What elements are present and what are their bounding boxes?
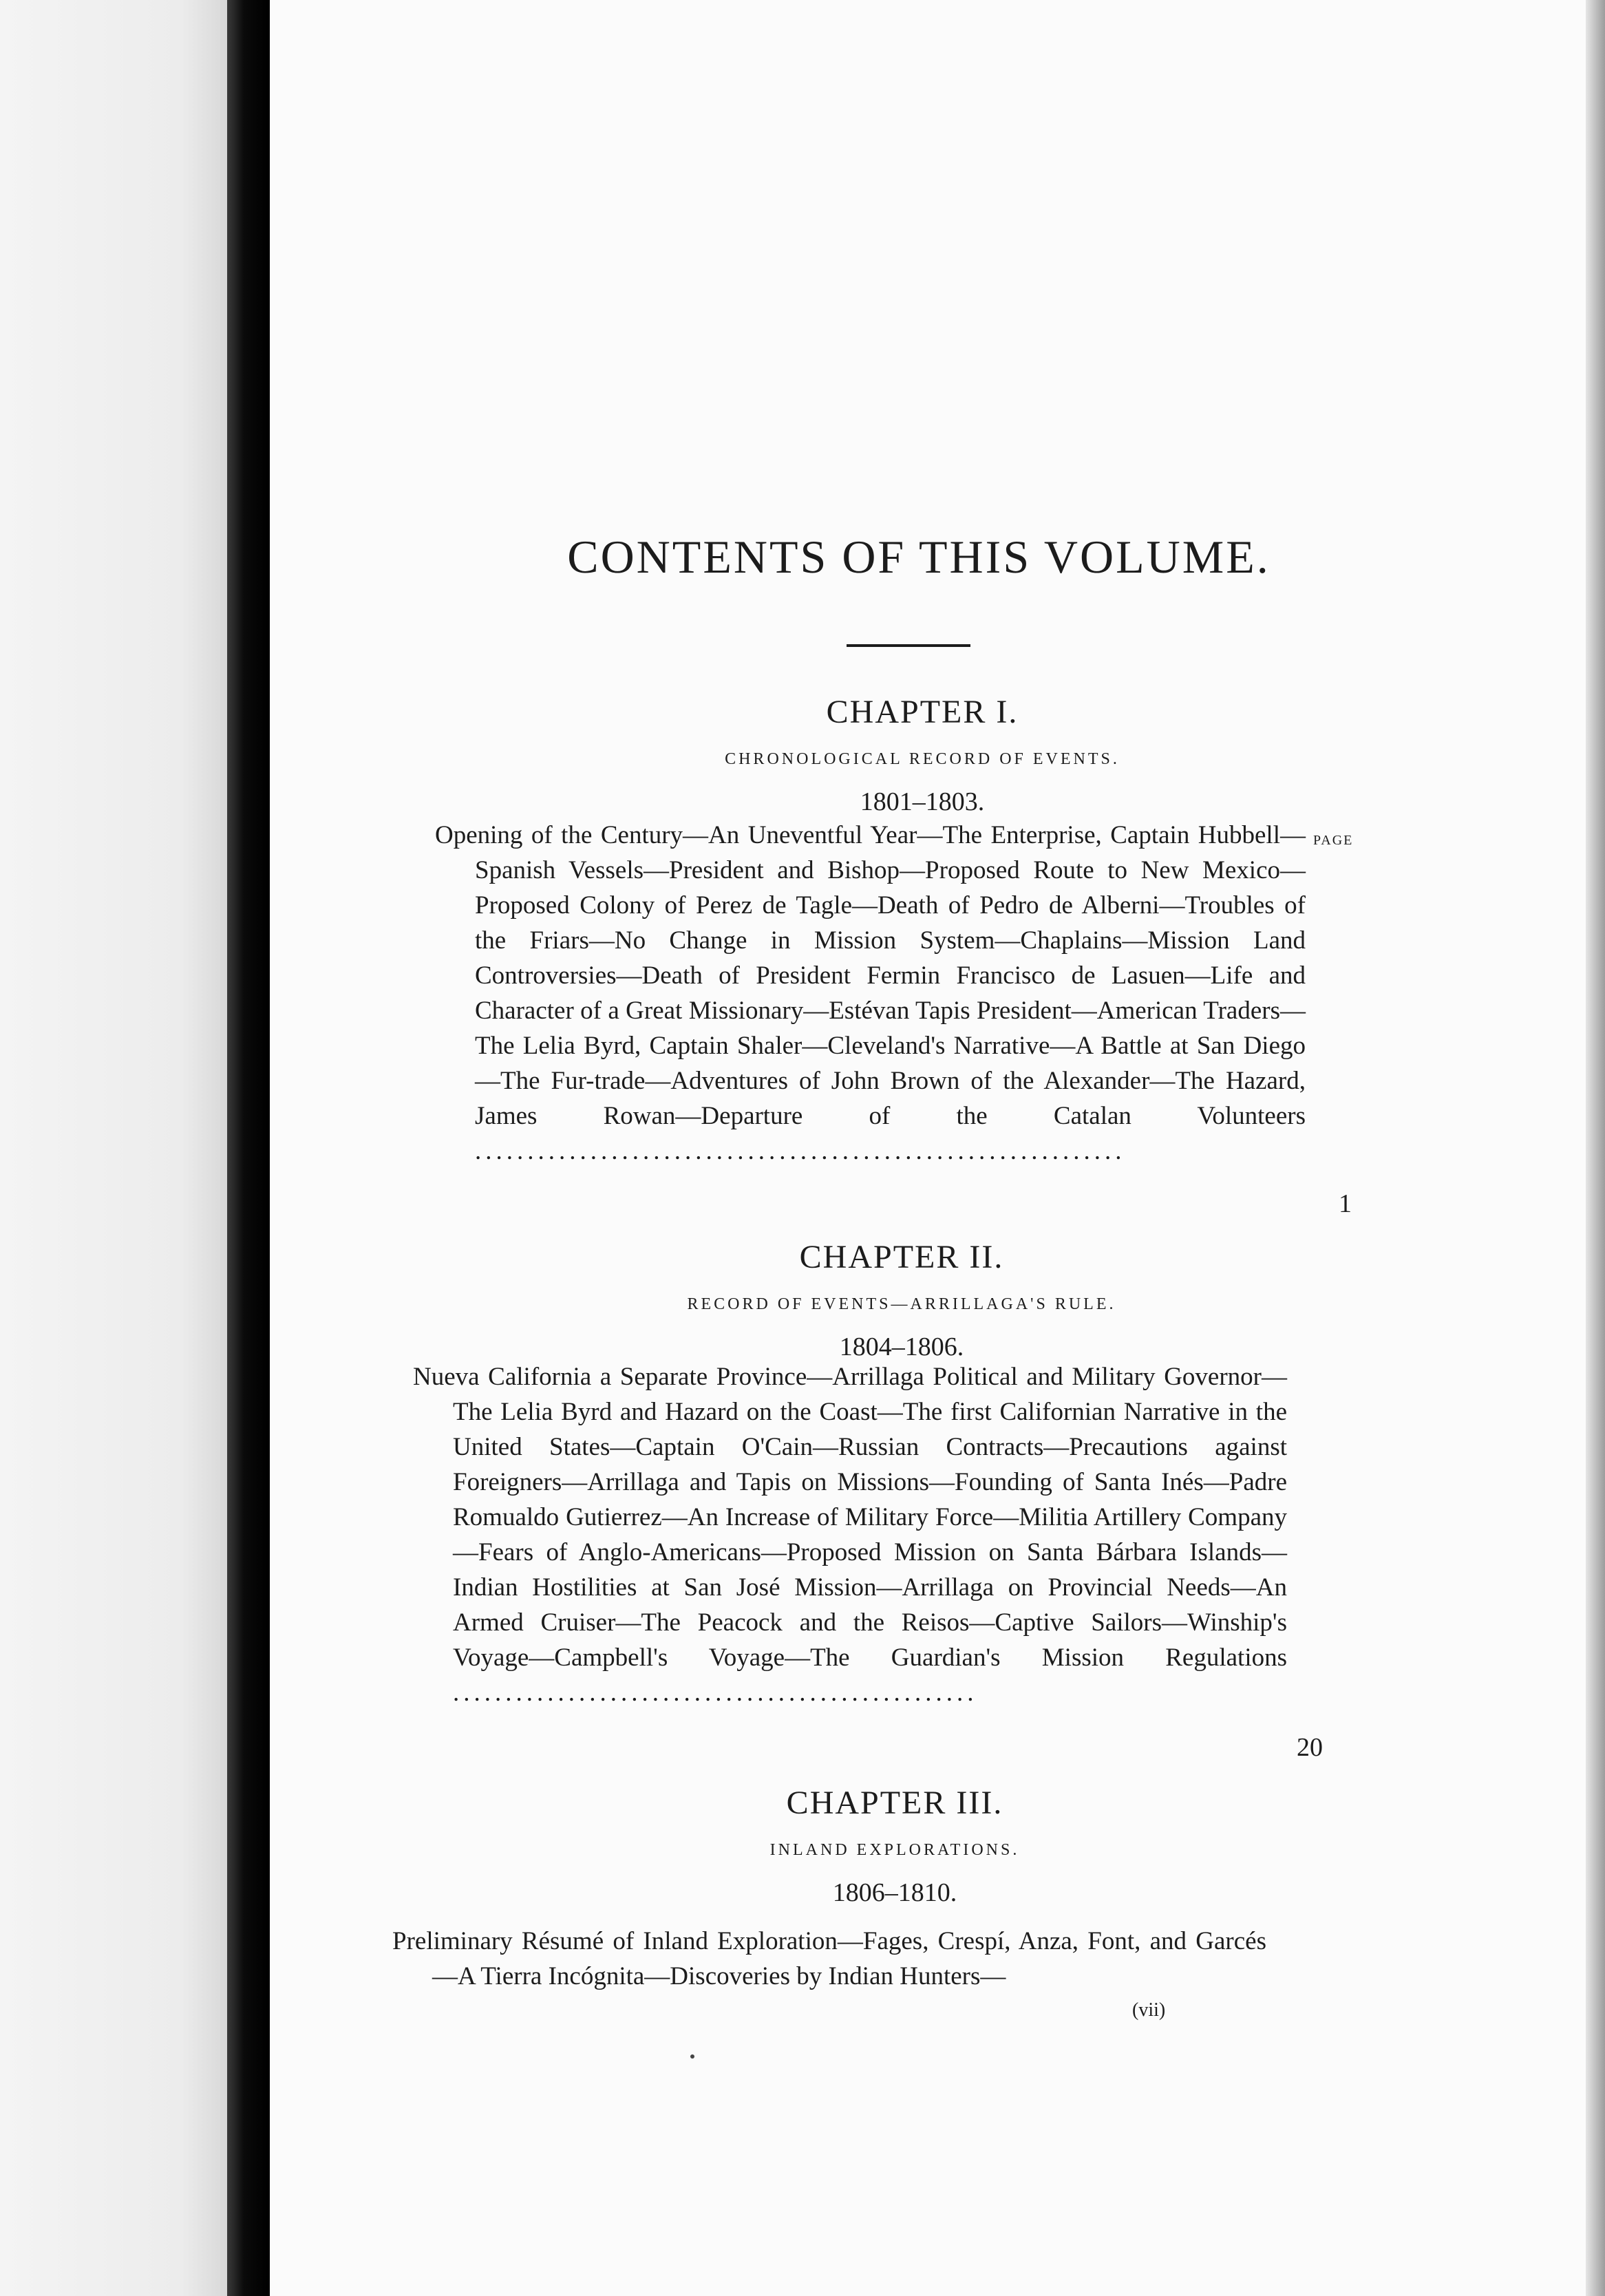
chapter-1-summary (435, 818, 1306, 1169)
chapter-2-page-number: 20 (1297, 1733, 1323, 1762)
ink-speck (690, 2054, 694, 2059)
chapter-1-page-number: 1 (1339, 1189, 1352, 1218)
page-column-label: PAGE (1313, 833, 1354, 848)
chapter-years: 1801–1803. (860, 787, 985, 816)
chapter-subtitle: CHRONOLOGICAL RECORD OF EVENTS. (725, 750, 1120, 768)
left-facing-page (0, 0, 227, 2296)
chapter-summary-text: Preliminary Résumé of Inland Exploration—Fages, Crespí, Anza, Font, and Garcés—A Tierra Incógnita—Discoveries by Indian Hunters— (392, 1927, 1266, 1990)
title-rule (847, 644, 970, 647)
page-folio: (vii) (1132, 1999, 1166, 2021)
chapter-2-heading (385, 1237, 1418, 1363)
chapter-3-summary (392, 1924, 1266, 1994)
chapter-years: 1804–1806. (839, 1332, 964, 1361)
chapter-1-heading (406, 692, 1438, 818)
chapter-summary-text: Opening of the Century—An Uneventful Year—The Enterprise, Captain Hubbell—Spanish Vessels—President and Bishop—Proposed Route to New Mexico—Proposed Colony of Perez de Tagle—Death of Pedro de Alberni—Troubles of the Friars—No Change in Mission System—Chaplains—Mission Land Controversies—Death of President Fermin Francisco de Lasuen—Life and Character of a Great Missionary—Estévan Tapis President—American Traders—The Lelia Byrd, Captain Shaler—Cleveland's Narrative—A Battle at San Diego—The Fur-trade—Adventures of John Brown of the Alexander—The Hazard, James Rowan—Departure of the Catalan Volunteers (435, 821, 1306, 1130)
chapter-subtitle: INLAND EXPLORATIONS. (769, 1841, 1020, 1859)
chapter-number: CHAPTER II. (799, 1239, 1004, 1275)
chapter-2-summary (413, 1359, 1287, 1710)
dot-leader: .............................................................. (475, 1137, 1126, 1165)
page-edge (1586, 0, 1605, 2296)
chapter-number: CHAPTER III. (786, 1785, 1003, 1821)
dot-leader: .................................................. (453, 1679, 978, 1707)
chapter-subtitle: RECORD OF EVENTS—ARRILLAGA'S RULE. (687, 1295, 1116, 1313)
chapter-years: 1806–1810. (832, 1878, 957, 1907)
chapter-3-heading (379, 1783, 1411, 1909)
chapter-number: CHAPTER I. (826, 694, 1019, 730)
chapter-summary-text: Nueva California a Separate Province—Arrillaga Political and Military Governor—The Lelia Byrd and Hazard on the Coast—The first Californian Narrative in the United States—Captain O'Cain—Russian Contracts—Precautions against Foreigners—Arrillaga and Tapis on Missions—Founding of Santa Inés—Padre Romualdo Gutierrez—An Increase of Military Force—Militia Artillery Company—Fears of Anglo-Americans—Proposed Mission on Santa Bárbara Islands—Indian Hostilities at San José Mission—Arrillaga on Provincial Needs—An Armed Cruiser—The Peacock and the Reisos—Captive Sailors—Winship's Voyage—Campbell's Voyage—The Guardian's Mission Regulations (413, 1363, 1287, 1672)
book-gutter (227, 0, 270, 2296)
page-title: CONTENTS OF THIS VOLUME. (567, 531, 1271, 583)
